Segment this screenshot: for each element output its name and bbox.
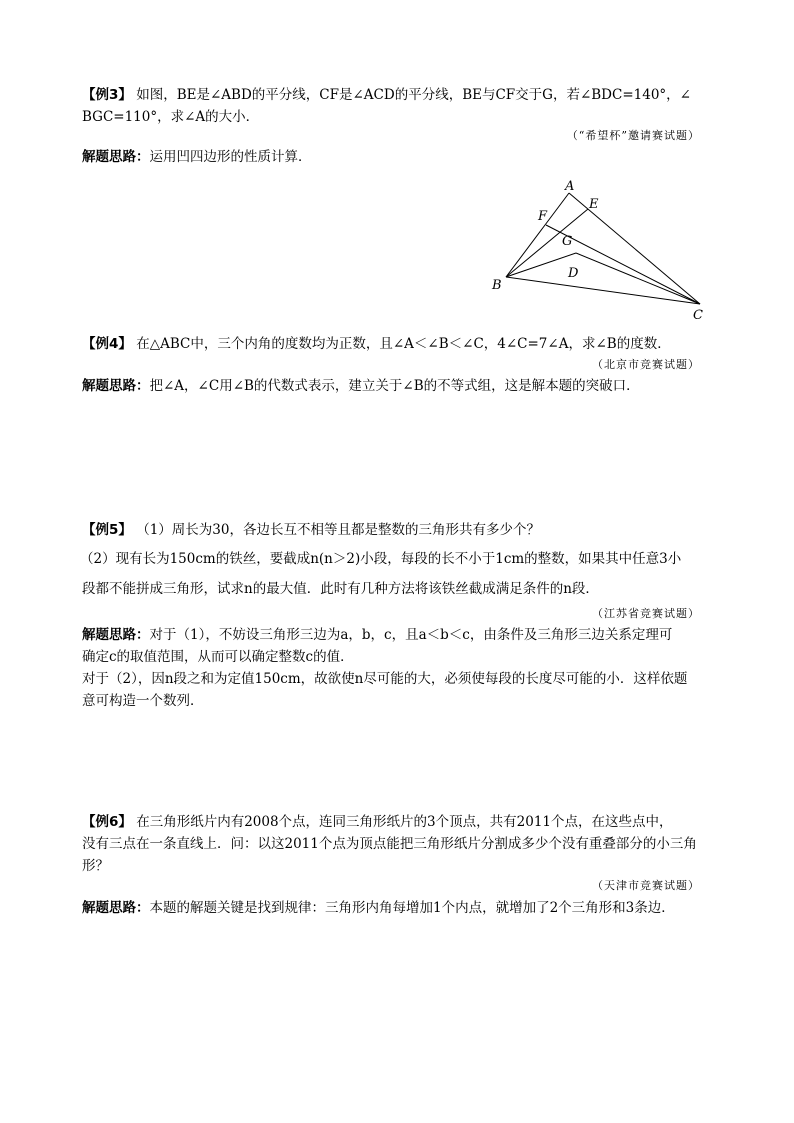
example-3-hint: [82, 146, 712, 168]
example-3-text-line1: 如图，BE是∠ABD的平分线，CF是∠ACD的平分线，BE与CF交于G，若∠BDC=140°，∠: [136, 87, 691, 103]
example-5-source: （江苏省竞赛试题）: [592, 607, 700, 620]
example-5-hint-line1: 对于（1），不妨设三角形三边为a，b，c，且a＜b＜c，由条件及三角形三边关系定理可: [149, 627, 673, 643]
example-5-text-line2: （2）现有长为150cm的铁丝，要截成n(n＞2)小段，每段的长不小于1cm的整数，如果其中任意3小: [80, 551, 682, 567]
label-G: G: [562, 234, 573, 249]
example-4-hint-text: 把∠A，∠C用∠B的代数式表示，建立关于∠B的不等式组，这是解本题的突破口．: [149, 378, 640, 394]
example-5-tag: 【例5】: [82, 522, 132, 538]
line-BC: [506, 277, 700, 304]
label-B: B: [492, 278, 502, 293]
label-F: F: [538, 209, 548, 224]
example-3-hint-text: 运用凹四边形的性质计算．: [149, 149, 312, 165]
example-6: [82, 811, 712, 877]
line-BA: [506, 193, 569, 277]
example-4-text-line1: 在△ABC中，三个内角的度数均为正数，且∠A＜∠B＜∠C，4∠C=7∠A，求∠B的度数．: [136, 336, 671, 352]
example-6-hint-text: 本题的解题关键是找到规律：三角形内角每增加1个内点，就增加了2个三角形和3条边．: [149, 900, 675, 916]
line-BD: [506, 253, 576, 277]
label-C: C: [693, 308, 703, 323]
label-A: A: [565, 179, 575, 194]
example-3-tag: 【例3】: [82, 87, 132, 103]
label-D: D: [568, 266, 579, 281]
example-3-text-line2: BGC=110°，求∠A的大小．: [82, 109, 260, 125]
example-4-hint-head: 解题思路：: [82, 378, 150, 394]
example-3: [82, 84, 712, 128]
example-3-source: （“希望杯”邀请赛试题）: [566, 129, 700, 142]
example-5-hint: [82, 624, 712, 712]
example-3-figure: [480, 172, 720, 324]
example-5-text-line3: 段都不能拼成三角形，试求n的最大值．此时有几种方法将该铁丝截成满足条件的n段．: [82, 581, 599, 597]
example-6-text-line3: 形？: [82, 858, 109, 874]
example-5: [82, 516, 712, 604]
example-5-text-line1: （1）周长为30，各边长互不相等且都是整数的三角形共有多少个？: [136, 522, 540, 538]
example-5-hint-line3: 对于（2），因n段之和为定值150cm，故欲使n尽可能的大，必须使每段的长度尽可能的小．这样依题: [82, 671, 688, 687]
example-5-hint-line2: 确定c的取值范围，从而可以确定整数c的值．: [82, 649, 354, 665]
example-5-hint-head: 解题思路：: [82, 627, 150, 643]
example-6-hint: [82, 897, 712, 919]
example-4-hint: [82, 375, 712, 397]
example-3-hint-head: 解题思路：: [82, 149, 150, 165]
example-4-tag: 【例4】: [82, 336, 132, 352]
example-6-source: （天津市竞赛试题）: [592, 879, 700, 892]
label-E: E: [589, 197, 599, 212]
example-6-tag: 【例6】: [82, 814, 132, 830]
example-6-text-line2: 没有三点在一条直线上．问：以这2011个点为顶点能把三角形纸片分割成多少个没有重叠部分的小三角: [82, 836, 697, 852]
line-DC: [576, 253, 700, 304]
example-6-text-line1: 在三角形纸片内有2008个点，连同三角形纸片的3个顶点，共有2011个点，在这些点中，: [136, 814, 673, 830]
example-4: [82, 333, 712, 355]
example-4-source: （北京市竞赛试题）: [592, 358, 700, 371]
example-5-hint-line4: 意可构造一个数列．: [82, 693, 204, 709]
example-6-hint-head: 解题思路：: [82, 900, 150, 916]
